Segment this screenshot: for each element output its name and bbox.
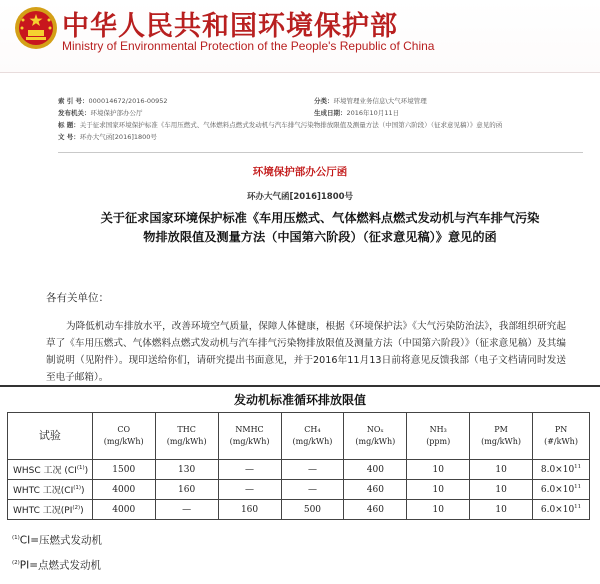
table-cell: 460 [344,500,407,520]
table-row [8,460,590,480]
column-header: PN (#/kWh) [533,413,590,460]
category-label: 分类： [314,97,334,105]
cycle-cell: WHSC 工况 (CI$^{(1)}$) [8,460,93,480]
table-cell: — [281,480,344,500]
table-cell: 130 [155,460,218,480]
emission-limits-table [7,412,590,520]
office-letter-heading: 环境保护部办公厅函 [252,166,348,178]
table-cell: 10 [407,500,470,520]
column-header: NOₓ (mg/kWh) [344,413,407,460]
table-cell: $8.0\times 10^{11}$ [533,460,590,480]
index-value: 000014672/2016-00952 [88,97,168,105]
table-cell: 460 [344,480,407,500]
table-cell: 500 [281,500,344,520]
table-cell: 4000 [92,500,155,520]
table-cell: — [281,460,344,480]
table-cell: 10 [470,460,533,480]
ministry-header [0,0,600,73]
document-number: 环办大气函[2016]1800号 [246,192,354,202]
table-cell: 10 [407,460,470,480]
table-cell: — [218,480,281,500]
addressee: 各有关单位： [46,292,109,304]
table-cell: — [155,500,218,520]
letter-body: 为降低机动车排放水平，改善环境空气质量，保障人体健康，根据《环境保护法》《大气污染防治法》，我部组织研究起草了《车用压燃式、气体燃料点燃式发动机与汽车排气污染物排放限值及测量方法（中国第六阶段）》（征求意见稿）及其编制说明（见附件）。现印送给你们，请研究提出书面意见，并于2016年11月13日前将意见反馈我部（电子文档请同时发送至电子邮箱）。 [46,321,566,383]
table-title: 发动机标准循环排放限值 [233,393,366,407]
table-cell: 10 [407,480,470,500]
section-divider [0,385,600,387]
table-row [8,480,590,500]
column-header: CH₄ (mg/kWh) [281,413,344,460]
document-title: 关于征求国家环境保护标准《车用压燃式、气体燃料点燃式发动机与汽车排气污染物排放限值及测量方法（中国第六阶段）（征求意见稿）》意见的函 [100,211,540,244]
footnote: $^{(1)}$CI=压燃式发动机 [12,534,103,547]
date-value: 2016年10月11日 [346,109,400,117]
column-header: THC (mg/kWh) [155,413,218,460]
metadata-divider [58,152,583,153]
table-cell: 400 [344,460,407,480]
issuer-value: 环境保护部办公厅 [90,109,143,117]
table-cell: 1500 [92,460,155,480]
column-header: CO (mg/kWh) [92,413,155,460]
table-header-row [8,413,590,460]
column-header: NMHC (mg/kWh) [218,413,281,460]
table-cell: 10 [470,500,533,520]
footnote: $^{(2)}$PI=点燃式发动机 [12,559,102,571]
docno-value: 环办大气函[2016]1800号 [79,133,157,141]
ministry-name-en: Ministry of Environmental Protection of the People's Republic of China [62,39,435,53]
table-row [8,500,590,520]
document-metadata [58,96,578,144]
cycle-cell: WHTC 工况(CI$^{(1)}$) [8,480,93,500]
date-label: 生成日期： [314,109,347,117]
docno-label: 文 号： [58,133,80,141]
subject-label: 标 题： [58,121,80,129]
table-cell: $6.0\times 10^{11}$ [533,500,590,520]
table-cell: $6.0\times 10^{11}$ [533,480,590,500]
table-cell: 10 [470,480,533,500]
table-cell: 4000 [92,480,155,500]
issuer-label: 发布机关： [58,109,91,117]
national-emblem-icon [14,6,58,50]
test-header: 试验 [8,413,93,460]
table-cell: 160 [155,480,218,500]
column-header: NH₃ (ppm) [407,413,470,460]
table-footnotes [12,527,102,576]
subject-value: 关于征求国家环境保护标准《车用压燃式、气体燃料点燃式发动机与汽车排气污染物排放限值及测量方法（中国第六阶段）（征求意见稿）》意见的函 [79,121,503,129]
ministry-name-cn: 中华人民共和国环境保护部 [62,11,398,42]
category-value: 环境管理业务信息\大气环境管理 [333,97,427,105]
column-header: PM (mg/kWh) [470,413,533,460]
table-cell: — [218,460,281,480]
cycle-cell: WHTC 工况(PI$^{(2)}$) [8,500,93,520]
index-label: 索 引 号： [58,97,89,105]
table-cell: 160 [218,500,281,520]
